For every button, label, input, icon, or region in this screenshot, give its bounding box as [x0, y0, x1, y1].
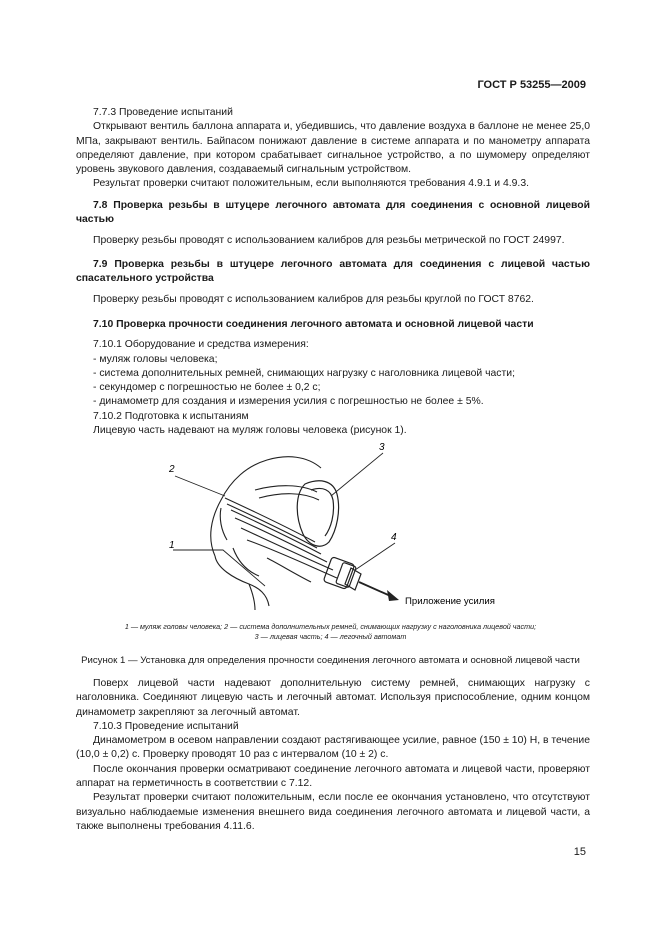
force-label: Приложение усилия: [405, 596, 495, 607]
document-header: ГОСТ Р 53255—2009: [477, 79, 586, 91]
section-7-10: [76, 318, 590, 438]
paragraph: Открывают вентиль баллона аппарата и, убедившись, что давление воздуха в баллоне не менее 25,0 МПа, закрывают вентиль. Байпасом понижают давление в системе аппарата и по манометру аппарата определяют давление, при котором срабатывает сигнальное устройство, а по шумомеру определяют уровень звукового давления, создаваемый сигнальным устройством.: [76, 121, 590, 176]
force-arrow: [359, 582, 399, 601]
legend-text: — муляж головы человека;: [128, 622, 225, 631]
section-title: 7.7.3 Проведение испытаний: [93, 107, 233, 118]
section-heading: 7.8 Проверка резьбы в штуцере легочного автомата для соединения с основной лицевой частью: [76, 200, 590, 226]
paragraph: Динамометром в осевом направлении создают растягивающее усилие, равное (150 ± 10) Н, в течение (10,0 ± 0,2) с. Проверку проводят 10 раз с интервалом (10 ± 2) с.: [76, 735, 590, 761]
section-heading: 7.9 Проверка резьбы в штуцере легочного автомата для соединения с лицевой частью спасательного устройства: [76, 259, 590, 285]
legend-num: 4: [324, 632, 329, 641]
list-item: - динамометр для создания и измерения усилия с погрешностью не более ± 5%.: [93, 396, 484, 408]
section-7-7-3: [76, 106, 590, 192]
figure-legend-line-2: [70, 632, 591, 642]
legend-num: 2: [224, 622, 229, 631]
paragraph: 7.10.3 Проведение испытаний: [93, 720, 239, 732]
figure-label-3: 3: [379, 442, 385, 453]
legend-text: — легочный автомат: [328, 632, 407, 641]
paragraph: Проверку резьбы проводят с использованием калибров для резьбы метрической по ГОСТ 24997.: [93, 234, 565, 246]
list-item: 7.10.1 Оборудование и средства измерения:: [93, 339, 309, 351]
paragraph: Поверх лицевой части надевают дополнительную систему ремней, снимающих нагрузку с наголовника. Соединяют лицевую часть и легочный автомат. Используя приспособление, одним концом динамометр закрепляют за легочный автомат.: [76, 678, 590, 718]
list-item: - секундомер с погрешностью не более ± 0,2 с;: [93, 382, 321, 394]
figure-legend-line-1: [70, 622, 591, 632]
head-dummy: [211, 457, 321, 610]
figure-label-2: 2: [169, 464, 175, 475]
list-item: - система дополнительных ремней, снимающих нагрузку с наголовника лицевой части;: [93, 367, 515, 379]
list-item: - муляж головы человека;: [93, 353, 218, 365]
figure-caption: Рисунок 1 — Установка для определения прочности соединения легочного автомата и основной лицевой части: [81, 655, 580, 666]
demand-valve: [323, 557, 361, 590]
figure-label-1: 1: [169, 540, 175, 551]
strap-system: [220, 486, 337, 582]
legend-num: 1: [124, 622, 129, 631]
section-after-figure: [76, 677, 590, 834]
page-number: 15: [573, 846, 586, 858]
paragraph: Проверку резьбы проводят с использованием калибров для резьбы круглой по ГОСТ 8762.: [93, 293, 534, 305]
list-item: 7.10.2 Подготовка к испытаниям: [93, 410, 249, 422]
section-heading: 7.10 Проверка прочности соединения легочного автомата и основной лицевой части: [93, 319, 534, 330]
section-7-9: [76, 258, 590, 307]
list-item: Лицевую часть надевают на муляж головы человека (рисунок 1).: [93, 425, 407, 437]
legend-text: — лицевая часть;: [258, 632, 325, 641]
legend-num: 3: [254, 632, 259, 641]
figure-1: [155, 438, 495, 613]
paragraph: Результат проверки считают положительным, если выполняются требования 4.9.1 и 4.9.3.: [93, 178, 529, 190]
legend-text: — система дополнительных ремней, снимающих нагрузку с наголовника лицевой части;: [228, 622, 537, 631]
section-7-8: [76, 199, 590, 248]
test-setup-illustration: [155, 438, 495, 613]
callout-lines: [173, 453, 395, 586]
paragraph: После окончания проверки осматривают соединение легочного автомата и лицевой части, проверяют аппарат на герметичность в соответствии с 7.12.: [76, 763, 590, 790]
paragraph: Результат проверки считают положительным, если после ее окончания установлено, что отсутствуют визуально наблюдаемые изменения внешнего вида соединения легочного автомата и лицевой части, а также выполнены требования 4.11.6.: [76, 792, 590, 832]
figure-label-4: 4: [391, 532, 397, 543]
